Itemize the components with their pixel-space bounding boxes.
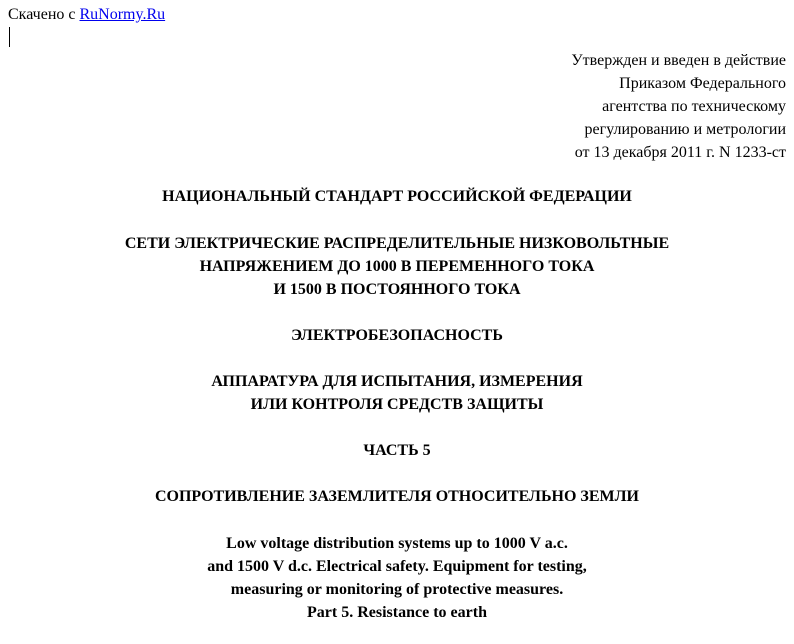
part-number: ЧАСТЬ 5 [363,442,431,459]
apparatus-heading [0,370,794,416]
runormy-link[interactable]: RuNormy.Ru [79,6,166,23]
standard-type-text: НАЦИОНАЛЬНЫЙ СТАНДАРТ РОССИЙСКОЙ ФЕДЕРАЦИИ [162,188,632,205]
english-title-line: Low voltage distribution systems up to 1000 V a.c. [226,535,568,552]
document-subtitle-text: ЭЛЕКТРОБЕЗОПАСНОСТЬ [291,327,503,344]
english-title-line: Part 5. Resistance to earth [307,604,487,621]
document-subtitle [0,324,794,347]
apparatus-heading-line: ИЛИ КОНТРОЛЯ СРЕДСТВ ЗАЩИТЫ [250,396,544,413]
text-cursor [9,27,10,47]
approval-block [571,49,786,164]
document-title [0,232,794,301]
download-source-prefix: Скачено с [8,6,76,23]
approval-line: Приказом Федерального [619,75,786,92]
english-title-line: measuring or monitoring of protective measures. [230,581,564,598]
approval-line: агентства по техническому [602,98,786,115]
part-title-heading [0,485,794,508]
english-title-line: and 1500 V d.c. Electrical safety. Equipment for testing, [207,558,587,575]
approval-line: Утвержден и введен в действие [571,52,786,69]
standard-type-heading [0,185,794,208]
english-title [0,532,794,624]
approval-line: от 13 декабря 2011 г. N 1233-ст [574,144,786,161]
approval-line: регулированию и метрологии [584,121,786,138]
part-heading [0,439,794,462]
document-title-line: НАПРЯЖЕНИЕМ ДО 1000 В ПЕРЕМЕННОГО ТОКА [199,258,595,275]
document-title-line: И 1500 В ПОСТОЯННОГО ТОКА [273,281,521,298]
document-title-line: СЕТИ ЭЛЕКТРИЧЕСКИЕ РАСПРЕДЕЛИТЕЛЬНЫЕ НИЗКОВОЛЬТНЫЕ [124,235,670,252]
download-source-line [8,5,165,25]
part-title-text: СОПРОТИВЛЕНИЕ ЗАЗЕМЛИТЕЛЯ ОТНОСИТЕЛЬНО ЗЕМЛИ [154,488,639,505]
apparatus-heading-line: АППАРАТУРА ДЛЯ ИСПЫТАНИЯ, ИЗМЕРЕНИЯ [211,373,583,390]
